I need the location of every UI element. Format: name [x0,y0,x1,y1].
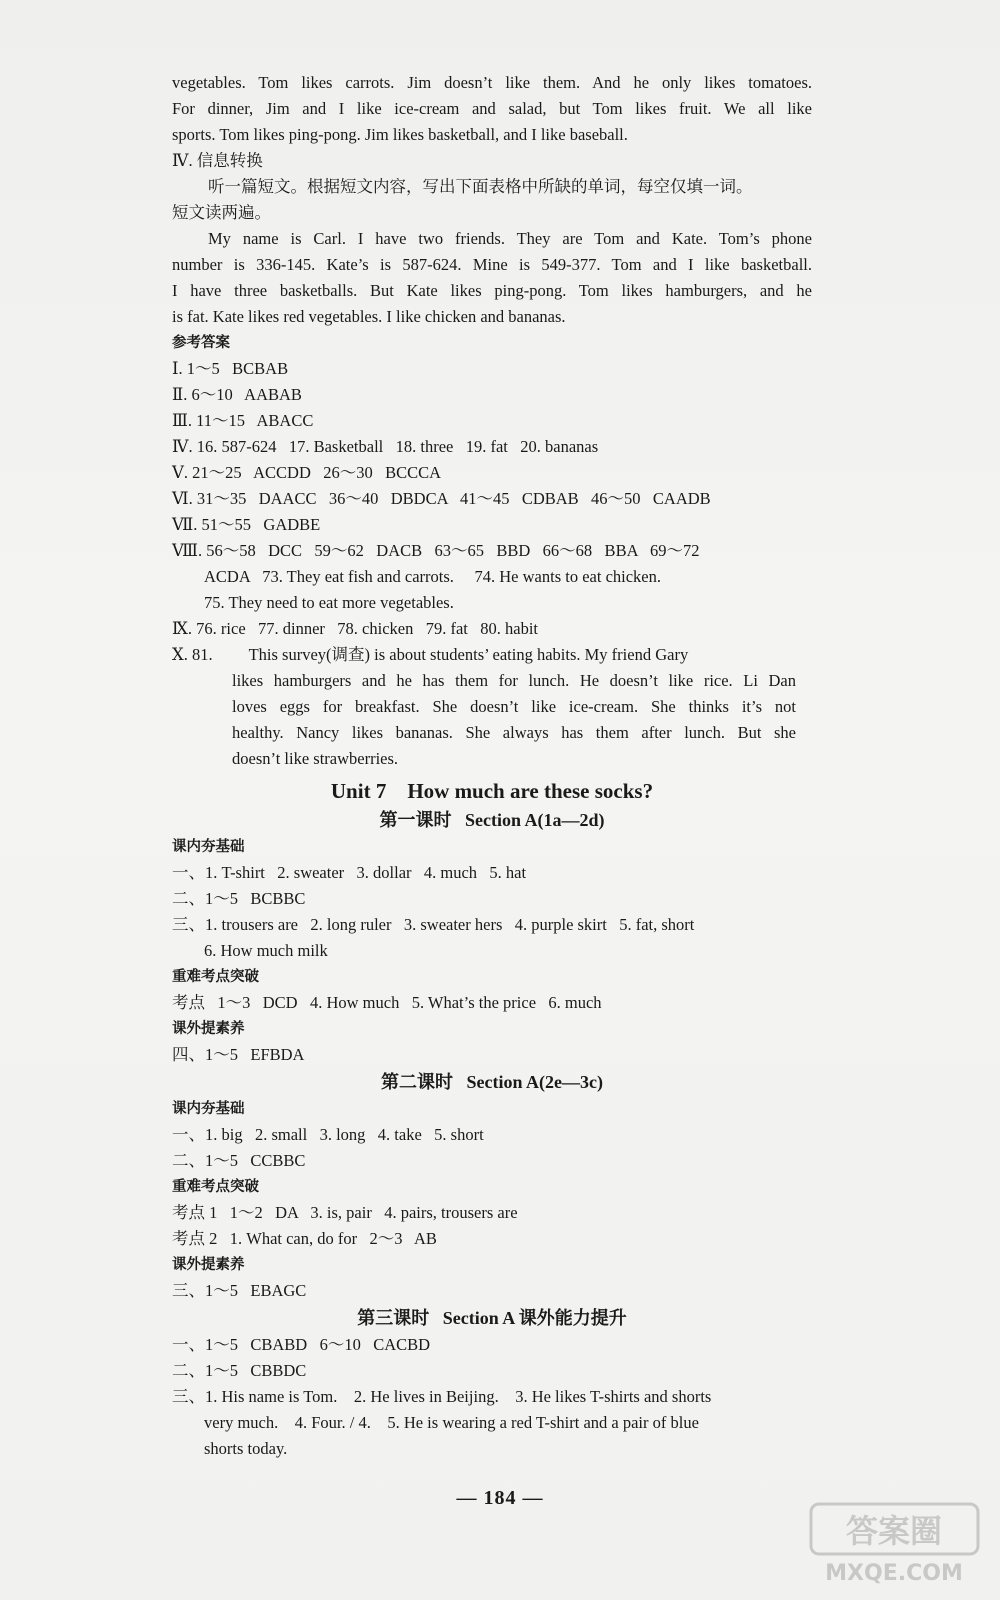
answer-line: Ⅲ. 11～15 ABACC [172,411,314,430]
answer-line: 二、1～5 BCBBC [172,889,306,908]
answer-writing-line: likes hamburgers and he has them for lunch. He doesn’t like rice. Li Dan [232,671,796,690]
answer-line: 一、1. T-shirt 2. sweater 3. dollar 4. much 5. hat [172,863,527,882]
watermark-url: MXQE.COM [825,1561,963,1586]
answer-line: 三、1. His name is Tom. 2. He lives in Beijing. 3. He likes T-shirts and shorts [172,1387,712,1406]
answer-line: Ⅷ. 56～58 DCC 59～62 DACB 63～65 BBD 66～68 BBA 69～72 [172,541,700,560]
answer-line: Ⅵ. 31～35 DAACC 36～40 DBDCA 41～45 CDBAB 46～50 CAADB [172,489,711,508]
watermark-logo-text: 答案圈 [845,1512,943,1550]
listening-passage-line: My name is Carl. I have two friends. They are Tom and Kate. Tom’s phone [208,229,812,248]
answer-line: shorts today. [204,1439,288,1458]
unit-title: Unit 7 How much are these socks? [330,779,654,803]
section-iv-instruction: 短文读两遍。 [172,203,271,222]
answer-x-label: Ⅹ. 81. [172,645,213,664]
answer-line: Ⅳ. 16. 587-624 17. Basketball 18. three 19. fat 20. bananas [172,437,599,456]
subheading-basics: 课内夯基础 [172,1101,245,1117]
answer-writing-line: doesn’t like strawberries. [232,749,399,768]
answer-line: 一、1～5 CBABD 6～10 CACBD [172,1335,431,1354]
subheading-extension: 课外提素养 [172,1257,245,1273]
answer-line: Ⅸ. 76. rice 77. dinner 78. chicken 79. fat 80. habit [172,619,538,638]
lesson-3-title: 第三课时 Section A 课外能力提升 [357,1308,627,1328]
passage-line: vegetables. Tom likes carrots. Jim doesn’t like them. And he only likes tomatoes. [172,73,812,92]
page-content [172,70,812,1462]
answer-line: 二、1～5 CCBBC [172,1151,306,1170]
passage-line: For dinner, Jim and I like ice-cream and salad, but Tom likes fruit. We all like [172,99,812,118]
answer-line: ACDA 73. They eat fish and carrots. 74. He wants to eat chicken. [204,567,661,586]
answer-line: 考点 2 1. What can, do for 2～3 AB [172,1229,437,1248]
section-iv-instruction: 听一篇短文。根据短文内容，写出下面表格中所缺的单词，每空仅填一词。 [208,177,753,196]
listening-passage-line: is fat. Kate likes red vegetables. I like chicken and bananas. [172,307,566,326]
subheading-basics: 课内夯基础 [172,839,245,855]
answer-writing-line: loves eggs for breakfast. She doesn’t like ice-cream. She thinks it’s not [232,697,796,716]
answer-x-text: This survey(调查) is about students’ eating habits. My friend Gary [248,645,689,664]
answer-writing-line: healthy. Nancy likes bananas. She always has them after lunch. But she [232,723,796,742]
answers-title: 参考答案 [172,335,230,351]
answer-line: 四、1～5 EFBDA [172,1045,305,1064]
passage-line: sports. Tom likes ping-pong. Jim likes basketball, and I like baseball. [172,125,628,144]
lesson-1-title: 第一课时 Section A(1a—2d) [379,810,605,830]
answer-line: very much. 4. Four. / 4. 5. He is wearing a red T-shirt and a pair of blue [204,1413,699,1432]
answer-line: 考点 1～3 DCD 4. How much 5. What’s the price 6. much [172,993,602,1012]
page-number: — 184 — [456,1487,544,1509]
lesson-2-title: 第二课时 Section A(2e—3c) [381,1072,603,1092]
subheading-key-points: 重难考点突破 [172,969,259,985]
answer-writing-first-line [172,642,812,668]
answer-line: 考点 1 1～2 DA 3. is, pair 4. pairs, trousers are [172,1203,518,1222]
watermark-logo [807,1498,982,1588]
answer-line: 一、1. big 2. small 3. long 4. take 5. short [172,1125,484,1144]
answer-line: 三、1. trousers are 2. long ruler 3. sweater hers 4. purple skirt 5. fat, short [172,915,695,934]
subheading-key-points: 重难考点突破 [172,1179,259,1195]
answer-line: 75. They need to eat more vegetables. [204,593,454,612]
section-iv-title: Ⅳ. 信息转换 [172,151,263,170]
answer-line: Ⅴ. 21～25 ACCDD 26～30 BCCCA [172,463,442,482]
listening-passage-line: I have three basketballs. But Kate likes ping-pong. Tom likes hamburgers, and he [172,281,812,300]
listening-passage-line: number is 336-145. Kate’s is 587-624. Mine is 549-377. Tom and I like basketball. [172,255,812,274]
answer-line: Ⅱ. 6～10 AABAB [172,385,302,404]
subheading-extension: 课外提素养 [172,1021,245,1037]
answer-line: 三、1～5 EBAGC [172,1281,307,1300]
answer-line: 6. How much milk [204,941,328,960]
answer-line: Ⅰ. 1～5 BCBAB [172,359,289,378]
answer-line: Ⅶ. 51～55 GADBE [172,515,321,534]
answer-line: 二、1～5 CBBDC [172,1361,307,1380]
